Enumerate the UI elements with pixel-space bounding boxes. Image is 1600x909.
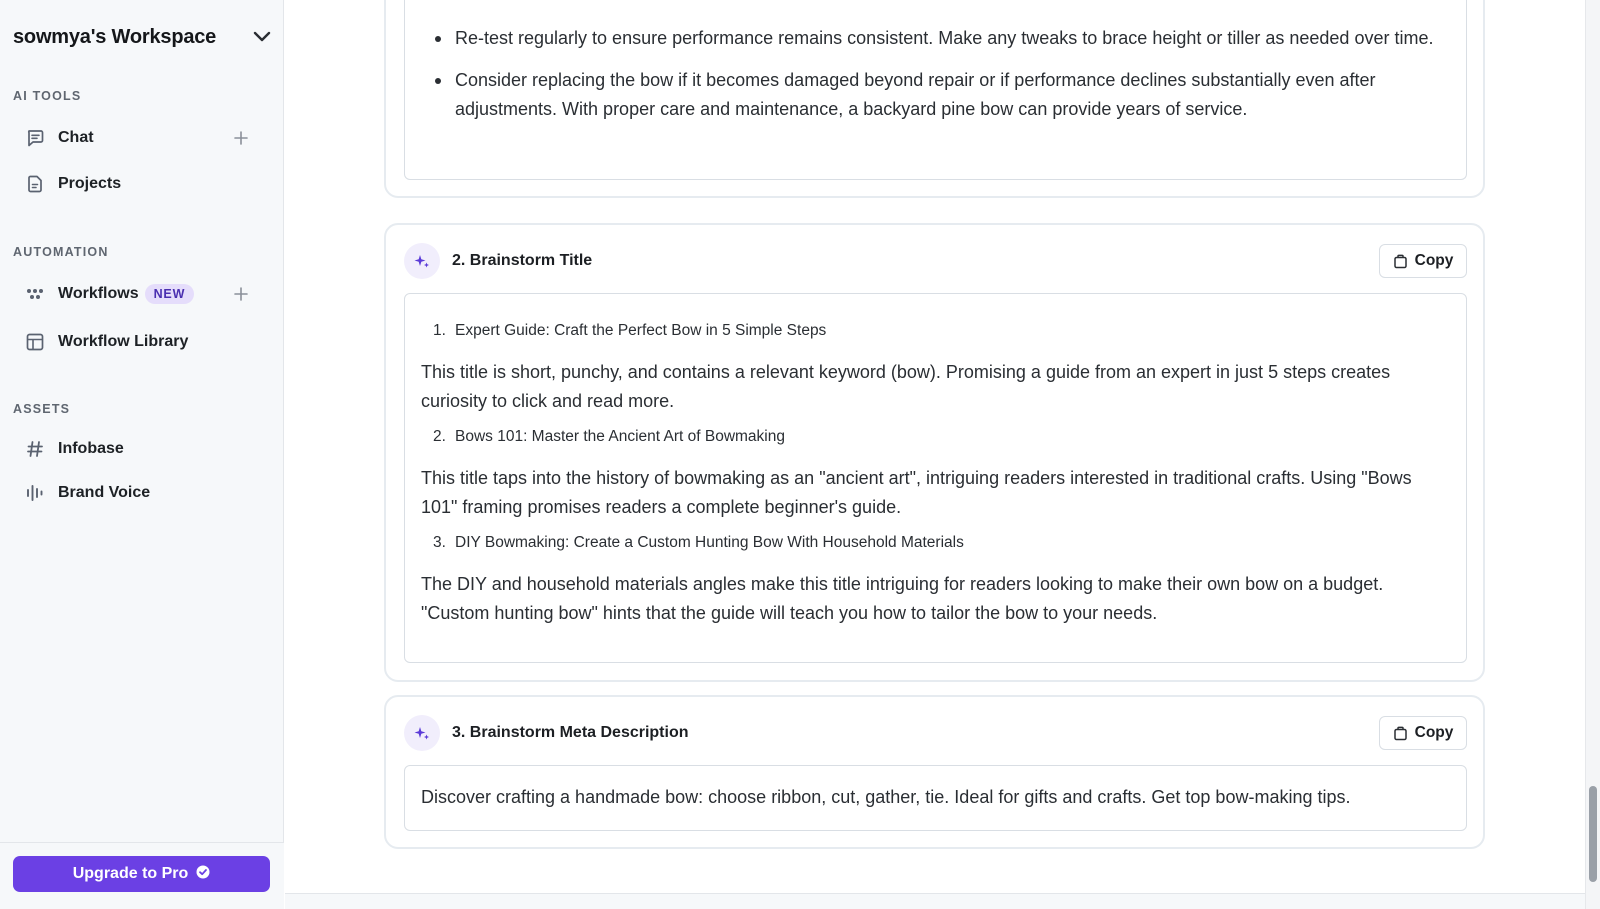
sidebar-item-label: Infobase: [58, 440, 124, 457]
title-option: [421, 532, 1451, 554]
sidebar-item-workflows[interactable]: [13, 275, 265, 313]
hash-icon: [25, 439, 45, 459]
option-number: 3.: [433, 534, 446, 551]
clipboard-icon: [1393, 254, 1408, 269]
sparkle-icon: [404, 715, 440, 751]
output-card-meta-description: [384, 695, 1485, 849]
bullet-item: Consider replacing the bow if it becomes damaged beyond repair or if performance declines substantially even after adjustments. With proper care and maintenance, a backyard pine bow can provide years of service.: [405, 66, 1445, 124]
sidebar-item-brand-voice[interactable]: [13, 474, 265, 512]
output-card-1: [384, 0, 1485, 198]
option-description: The DIY and household materials angles make this title intriguing for readers looking to make their own bow on a budget. "Custom hunting bow" hints that the guide will teach you how to tailor the bow to your needs.: [421, 574, 1384, 623]
copy-label: Copy: [1414, 252, 1454, 269]
card-header: [404, 715, 1467, 751]
copy-button[interactable]: [1379, 244, 1467, 278]
card-title: 2. Brainstorm Title: [452, 252, 593, 269]
library-layout-icon: [25, 332, 45, 352]
section-label-ai-tools: AI TOOLS: [13, 89, 82, 103]
section-label-automation: AUTOMATION: [13, 245, 109, 259]
verified-badge-icon: [196, 865, 210, 884]
option-description: This title is short, punchy, and contains a relevant keyword (bow). Promising a guide from an expert in just 5 steps creates curiosity to click and read more.: [421, 362, 1391, 411]
scrollbar[interactable]: [1585, 0, 1600, 909]
card-1-body: [404, 0, 1467, 180]
bullet-item: Re-test regularly to ensure performance remains consistent. Make any tweaks to brace height or tiller as needed over time.: [405, 24, 1445, 53]
sidebar-item-workflow-library[interactable]: [13, 323, 265, 361]
option-title: DIY Bowmaking: Create a Custom Hunting Bow With Household Materials: [455, 534, 964, 551]
card-2-body: [404, 293, 1467, 663]
option-number: 1.: [433, 322, 446, 339]
title-option: [421, 320, 1451, 342]
new-chat-plus-icon[interactable]: [231, 128, 251, 148]
sidebar-item-label: Chat: [58, 129, 94, 146]
new-workflow-plus-icon[interactable]: [231, 284, 251, 304]
sidebar-item-infobase[interactable]: [13, 430, 265, 468]
sidebar-item-label: Projects: [58, 175, 122, 192]
bullet-list: [405, 24, 1445, 124]
workflows-label: Workflows: [58, 285, 139, 303]
sidebar-item-label: Brand Voice: [58, 484, 151, 501]
chat-icon: [25, 128, 45, 148]
bottom-bar: [285, 893, 1585, 909]
meta-description-text: Discover crafting a handmade bow: choose ribbon, cut, gather, tie. Ideal for gifts and crafts. Get top bow-making tips.: [421, 787, 1351, 807]
sidebar: [0, 0, 284, 909]
document-icon: [25, 174, 45, 194]
upgrade-to-pro-button[interactable]: [13, 856, 270, 892]
option-number: 2.: [433, 428, 446, 445]
chevron-down-icon[interactable]: [251, 26, 273, 48]
option-title: Expert Guide: Craft the Perfect Bow in 5 Simple Steps: [455, 322, 827, 339]
sidebar-item-chat[interactable]: [13, 119, 265, 157]
upgrade-label: Upgrade to Pro: [72, 865, 189, 882]
scrollbar-thumb[interactable]: [1589, 786, 1597, 882]
card-3-body: [404, 765, 1467, 831]
card-header: [404, 243, 1467, 279]
title-option: [421, 426, 1451, 448]
workspace-title: sowmya's Workspace: [13, 25, 217, 48]
section-label-assets: ASSETS: [13, 402, 71, 416]
main-content: [285, 0, 1585, 909]
workspace-switcher[interactable]: [13, 22, 273, 52]
card-title: 3. Brainstorm Meta Description: [452, 724, 689, 741]
workflow-dots-icon: [25, 284, 45, 304]
copy-label: Copy: [1414, 724, 1454, 741]
copy-button[interactable]: [1379, 716, 1467, 750]
sidebar-item-label: Workflow Library: [58, 333, 189, 350]
output-card-brainstorm-title: [384, 223, 1485, 682]
audio-bars-icon: [25, 483, 45, 503]
option-title: Bows 101: Master the Ancient Art of Bowmaking: [455, 428, 785, 445]
sidebar-item-projects[interactable]: [13, 165, 265, 203]
sparkle-icon: [404, 243, 440, 279]
clipboard-icon: [1393, 726, 1408, 741]
new-badge: NEW: [145, 284, 195, 304]
sidebar-item-label: [58, 284, 194, 304]
upgrade-area: [0, 842, 284, 909]
option-description: This title taps into the history of bowmaking as an "ancient art", intriguing readers interested in traditional crafts. Using "Bows 101" framing promises readers a complete beginner's guide.: [421, 468, 1412, 517]
